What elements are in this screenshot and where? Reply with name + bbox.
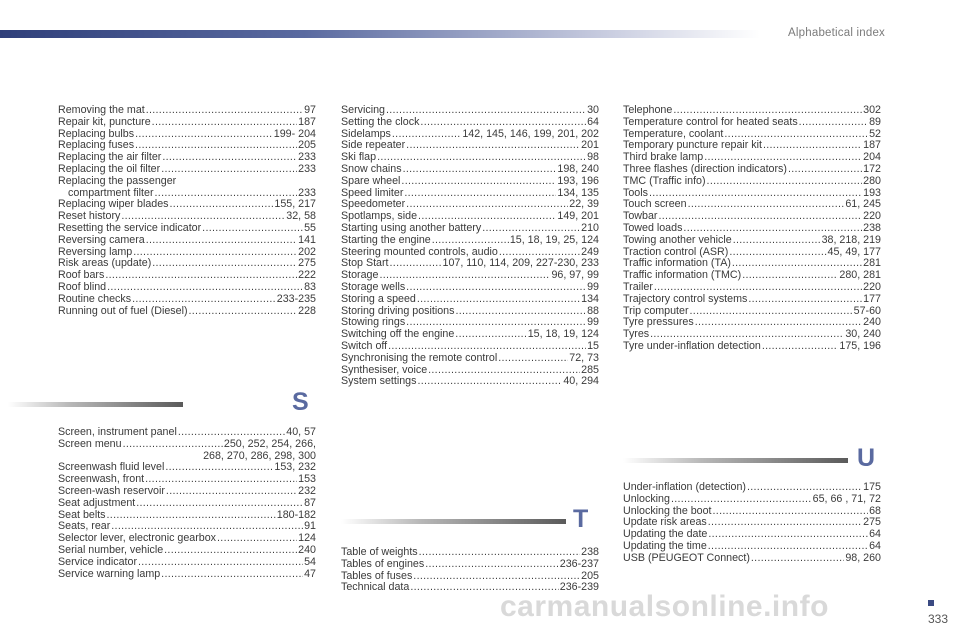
entry-label: Three flashes (direction indicators) xyxy=(623,162,787,175)
entry-label: Table of weights xyxy=(341,546,418,558)
leader-dots xyxy=(708,517,862,529)
leader-dots xyxy=(145,474,297,486)
section-divider-t xyxy=(341,505,601,535)
entry-label: Tyre pressures xyxy=(623,316,694,329)
leader-dots xyxy=(170,199,274,211)
entry-label: Seat belts xyxy=(58,508,106,521)
leader-dots xyxy=(763,140,862,152)
leader-dots xyxy=(166,486,297,498)
index-column-3-u xyxy=(623,482,881,565)
entry-page-ref: 40, 294 xyxy=(563,375,599,388)
index-entry xyxy=(623,317,881,329)
entry-page-ref: 268, 270, 286, 298, 300 xyxy=(203,449,316,462)
leader-dots xyxy=(403,164,557,176)
leader-dots xyxy=(105,270,297,282)
leader-dots xyxy=(162,152,297,164)
leader-dots xyxy=(432,235,509,247)
leader-dots xyxy=(136,498,303,510)
entry-label: Service warning lamp xyxy=(58,567,161,580)
index-entry xyxy=(341,353,599,365)
leader-dots xyxy=(165,462,273,474)
leader-dots xyxy=(683,223,862,235)
entry-label: Replacing bulbs xyxy=(58,127,135,140)
entry-page-ref: 232 xyxy=(298,484,316,497)
entry-label: Towed loads xyxy=(623,221,683,234)
leader-dots xyxy=(654,282,862,294)
leader-dots xyxy=(107,510,276,522)
entry-page-ref: 142, 145, 146, 199, 201, 202 xyxy=(462,127,599,140)
entry-page-ref: 91 xyxy=(304,520,316,533)
entry-page-ref: 180-182 xyxy=(276,508,316,521)
entry-label: Reversing lamp xyxy=(58,245,133,258)
index-entry xyxy=(623,294,881,306)
entry-label: Tables of engines xyxy=(341,557,425,570)
entry-label: Serial number, vehicle xyxy=(58,543,164,556)
entry-page-ref: 240 xyxy=(298,543,316,556)
index-entry xyxy=(623,117,881,129)
entry-label: Switch off xyxy=(341,339,388,352)
entry-page-ref: 198, 240 xyxy=(557,162,599,175)
leader-dots xyxy=(146,105,303,117)
entry-page-ref: 64 xyxy=(869,539,881,552)
leader-dots xyxy=(132,294,276,306)
entry-page-ref: 98, 260 xyxy=(845,551,881,564)
index-entry xyxy=(341,117,599,129)
leader-dots xyxy=(417,376,562,388)
index-entry xyxy=(623,270,881,282)
entry-page-ref: 64 xyxy=(869,528,881,541)
entry-label: Seats, rear xyxy=(58,520,111,533)
entry-label: compartment filter xyxy=(68,186,154,199)
entry-label: Temperature, coolant xyxy=(623,127,724,140)
index-entry xyxy=(341,164,599,176)
entry-label: Switching off the engine xyxy=(341,328,455,341)
entry-label: Storage wells xyxy=(341,280,406,293)
entry-label: Roof bars xyxy=(58,269,105,282)
entry-label: Setting the clock xyxy=(341,115,420,128)
index-entry xyxy=(58,439,316,451)
entry-page-ref: 47 xyxy=(304,567,316,580)
entry-page-ref: 285 xyxy=(581,363,599,376)
entry-label: Storing driving positions xyxy=(341,304,455,317)
divider-bar xyxy=(341,519,566,524)
entry-page-ref: 236-237 xyxy=(559,557,599,570)
entry-label: Screenwash fluid level xyxy=(58,461,165,474)
entry-label: Updating the date xyxy=(623,528,708,541)
index-entry xyxy=(341,376,599,388)
entry-label: Sidelamps xyxy=(341,127,391,140)
entry-label: Synthesiser, voice xyxy=(341,363,428,376)
entry-page-ref: 30, 240 xyxy=(845,328,881,341)
index-entry xyxy=(623,199,881,211)
index-column-2-t xyxy=(341,547,599,594)
entry-label: Temperature control for heated seats xyxy=(623,115,798,128)
section-divider-s xyxy=(8,388,309,418)
leader-dots xyxy=(388,341,586,353)
index-entry xyxy=(58,223,316,235)
entry-label: Reversing camera xyxy=(58,233,145,246)
entry-label: Running out of fuel (Diesel) xyxy=(58,304,188,317)
entry-page-ref: 89 xyxy=(869,115,881,128)
index-entry xyxy=(341,140,599,152)
entry-label: Traffic information (TA) xyxy=(623,257,731,270)
entry-label: USB (PEUGEOT Connect) xyxy=(623,551,750,564)
entry-page-ref: 233 xyxy=(298,186,316,199)
index-entry xyxy=(341,294,599,306)
index-entry xyxy=(341,223,599,235)
entry-label: Ski flap xyxy=(341,151,377,164)
entry-label: Replacing wiper blades xyxy=(58,198,169,211)
section-letter-u: U xyxy=(857,444,876,472)
entry-label: Screen menu xyxy=(58,437,122,450)
entry-label: Resetting the service indicator xyxy=(58,221,202,234)
index-column-3-t xyxy=(623,105,881,353)
index-entry xyxy=(58,498,316,510)
leader-dots xyxy=(138,557,303,569)
leader-dots xyxy=(107,282,303,294)
leader-dots xyxy=(729,247,826,259)
entry-page-ref: 281 xyxy=(863,257,881,270)
leader-dots xyxy=(123,439,223,451)
leader-dots xyxy=(455,329,526,341)
entry-label: Synchronising the remote control xyxy=(341,351,498,364)
entry-page-ref: 52 xyxy=(869,127,881,140)
entry-page-ref: 205 xyxy=(298,139,316,152)
leader-dots xyxy=(420,117,586,129)
page-number: 333 xyxy=(927,612,948,626)
leader-dots xyxy=(748,294,862,306)
entry-page-ref: 96, 97, 99 xyxy=(551,269,599,282)
leader-dots xyxy=(379,270,550,282)
leader-dots xyxy=(146,235,297,247)
watermark: carmanualsonline.info xyxy=(500,590,829,623)
entry-page-ref: 155, 217 xyxy=(274,198,316,211)
section-divider-u xyxy=(623,444,883,474)
entry-label: System settings xyxy=(341,375,417,388)
entry-label: Temporary puncture repair kit xyxy=(623,139,762,152)
leader-dots xyxy=(788,164,862,176)
section-letter-s: S xyxy=(292,388,309,416)
entry-page-ref: 177 xyxy=(863,292,881,305)
entry-label: Updating the time xyxy=(623,539,707,552)
index-entry xyxy=(341,235,599,247)
entry-label: Third brake lamp xyxy=(623,151,704,164)
index-entry xyxy=(58,117,316,129)
entry-page-ref: 205 xyxy=(581,569,599,582)
leader-dots xyxy=(217,533,297,545)
entry-page-ref: 233 xyxy=(298,162,316,175)
entry-page-ref: 98 xyxy=(587,151,599,164)
entry-label: Selector lever, electronic gearbox xyxy=(58,532,217,545)
entry-label: Telephone xyxy=(623,104,673,116)
entry-page-ref: 99 xyxy=(587,280,599,293)
index-entry xyxy=(58,569,316,581)
entry-page-ref: 30 xyxy=(587,104,599,116)
entry-page-ref: 193, 196 xyxy=(557,174,599,187)
entry-page-ref: 149, 201 xyxy=(557,210,599,223)
leader-dots xyxy=(695,317,862,329)
index-entry xyxy=(58,557,316,569)
entry-page-ref: 88 xyxy=(587,304,599,317)
index-entry xyxy=(58,486,316,498)
entry-page-ref: 61, 245 xyxy=(845,198,881,211)
entry-page-ref: 222 xyxy=(298,269,316,282)
entry-label: Touch screen xyxy=(623,198,687,211)
leader-dots xyxy=(164,545,297,557)
entry-page-ref: 187 xyxy=(298,115,316,128)
entry-label: Routine checks xyxy=(58,292,132,305)
entry-page-ref: 153, 232 xyxy=(274,461,316,474)
entry-label: Service indicator xyxy=(58,555,138,568)
entry-label: Replacing the oil filter xyxy=(58,162,161,175)
entry-label: Tyre under-inflation detection xyxy=(623,339,761,352)
index-entry xyxy=(341,341,599,353)
entry-page-ref: 83 xyxy=(304,280,316,293)
leader-dots xyxy=(419,547,581,559)
entry-label: Stop Start xyxy=(341,257,389,270)
index-entry xyxy=(341,559,599,571)
leader-dots xyxy=(733,235,821,247)
entry-page-ref: 210 xyxy=(581,221,599,234)
entry-page-ref: 238 xyxy=(581,546,599,558)
entry-label: Steering mounted controls, audio xyxy=(341,245,498,258)
index-entry xyxy=(58,176,316,188)
leader-dots xyxy=(401,176,556,188)
entry-label: Tables of fuses xyxy=(341,569,413,582)
entry-page-ref: 280 xyxy=(863,174,881,187)
entry-label: Side repeater xyxy=(341,139,406,152)
entry-label: Trajectory control systems xyxy=(623,292,748,305)
entry-label: Reset history xyxy=(58,210,121,223)
entry-label: Screenwash, front xyxy=(58,473,145,486)
leader-dots xyxy=(713,506,869,518)
leader-dots xyxy=(377,152,586,164)
entry-label: Towing another vehicle xyxy=(623,233,732,246)
entry-label: Replacing the air filter xyxy=(58,151,162,164)
entry-label: Replacing fuses xyxy=(58,139,135,152)
entry-page-ref: 15, 18, 19, 25, 124 xyxy=(509,233,599,246)
entry-page-ref: 275 xyxy=(298,257,316,270)
entry-label: Removing the mat xyxy=(58,104,145,116)
entry-label: Starting using another battery xyxy=(341,221,482,234)
entry-label: Under-inflation (detection) xyxy=(623,481,746,493)
entry-label: Storage xyxy=(341,269,379,282)
entry-page-ref: 64 xyxy=(587,115,599,128)
entry-page-ref: 187 xyxy=(863,139,881,152)
entry-page-ref: 54 xyxy=(304,555,316,568)
entry-page-ref: 97 xyxy=(304,104,316,116)
index-column-2-s xyxy=(341,105,599,388)
entry-page-ref: 302 xyxy=(863,104,881,116)
leader-dots xyxy=(708,541,868,553)
page-title: Alphabetical index xyxy=(788,27,885,39)
index-entry xyxy=(58,545,316,557)
leader-dots xyxy=(202,223,303,235)
entry-page-ref: 201 xyxy=(581,139,599,152)
leader-dots xyxy=(135,129,273,141)
index-entry xyxy=(623,541,881,553)
entry-page-ref: 57-60 xyxy=(853,304,881,317)
leader-dots xyxy=(152,258,297,270)
entry-label: Technical data xyxy=(341,581,410,594)
entry-page-ref: 55 xyxy=(304,221,316,234)
leader-dots xyxy=(762,341,839,353)
index-entry xyxy=(58,164,316,176)
entry-label: Replacing the passenger xyxy=(58,174,177,187)
entry-label: Unlocking the boot xyxy=(623,504,712,517)
entry-page-ref: 220 xyxy=(863,280,881,293)
leader-dots xyxy=(390,258,442,270)
leader-dots xyxy=(799,117,868,129)
entry-page-ref: 72, 73 xyxy=(569,351,599,364)
index-entry xyxy=(623,223,881,235)
entry-label: Seat adjustment xyxy=(58,496,136,509)
index-entry xyxy=(58,235,316,247)
entry-page-ref: 233 xyxy=(298,151,316,164)
leader-dots xyxy=(161,569,303,581)
entry-page-ref: 15, 18, 19, 124 xyxy=(527,328,599,341)
entry-page-ref: 99 xyxy=(587,316,599,329)
entry-label: Trailer xyxy=(623,280,653,293)
leader-dots xyxy=(425,559,559,571)
entry-page-ref: 15 xyxy=(587,339,599,352)
entry-page-ref: 32, 58 xyxy=(286,210,316,223)
entry-label: Servicing xyxy=(341,104,385,116)
index-entry xyxy=(623,341,881,353)
entry-label: Spare wheel xyxy=(341,174,401,187)
leader-dots xyxy=(133,247,297,259)
leader-dots xyxy=(671,494,812,506)
leader-dots xyxy=(406,140,580,152)
index-column-1-r xyxy=(58,105,316,317)
leader-dots xyxy=(751,553,844,565)
entry-label: Trip computer xyxy=(623,304,689,317)
entry-page-ref: 204 xyxy=(863,151,881,164)
entry-page-ref: 250, 252, 254, 266, xyxy=(223,437,316,450)
entry-page-ref: 153 xyxy=(298,473,316,486)
leader-dots xyxy=(455,306,586,318)
entry-page-ref: 38, 218, 219 xyxy=(821,233,881,246)
entry-page-ref: 175 xyxy=(863,481,881,493)
leader-dots xyxy=(482,223,580,235)
divider-bar xyxy=(623,458,848,463)
entry-page-ref: 193 xyxy=(863,186,881,199)
entry-label: Tools xyxy=(623,186,648,199)
entry-page-ref: 220 xyxy=(863,210,881,223)
divider-bar xyxy=(8,402,183,407)
entry-page-ref: 65, 66 , 71, 72 xyxy=(812,492,881,505)
entry-label: Snow chains xyxy=(341,162,402,175)
entry-label: Towbar xyxy=(623,210,658,223)
entry-page-ref: 124 xyxy=(298,532,316,545)
leader-dots xyxy=(688,199,845,211)
leader-dots xyxy=(707,176,863,188)
entry-label: Screen, instrument panel xyxy=(58,426,177,438)
leader-dots xyxy=(189,306,298,318)
leader-dots xyxy=(413,571,580,583)
entry-label: Update risk areas xyxy=(623,516,707,529)
leader-dots xyxy=(404,188,556,200)
entry-page-ref: 280, 281 xyxy=(839,269,881,282)
leader-dots xyxy=(161,164,297,176)
entry-label: Speedometer xyxy=(341,198,406,211)
index-entry xyxy=(58,282,316,294)
entry-page-ref: 275 xyxy=(863,516,881,529)
entry-page-ref: 40, 57 xyxy=(286,426,316,438)
entry-label: Risk areas (update) xyxy=(58,257,152,270)
entry-label: Repair kit, puncture xyxy=(58,115,151,128)
entry-label: Traffic information (TMC) xyxy=(623,269,742,282)
leader-dots xyxy=(498,353,568,365)
entry-label: Traction control (ASR) xyxy=(623,245,729,258)
entry-page-ref: 236-239 xyxy=(559,581,599,594)
entry-label: TMC (Traffic info) xyxy=(623,174,706,187)
entry-label: Tyres xyxy=(623,328,650,341)
index-entry xyxy=(341,282,599,294)
index-entry xyxy=(623,176,881,188)
leader-dots xyxy=(708,529,868,541)
entry-page-ref: 233-235 xyxy=(276,292,316,305)
entry-page-ref: 134 xyxy=(581,292,599,305)
index-entry xyxy=(341,176,599,188)
page-marker-icon xyxy=(928,600,934,606)
entry-label: Starting the engine xyxy=(341,233,431,246)
leader-dots xyxy=(658,211,862,223)
entry-label: Unlocking xyxy=(623,492,670,505)
index-column-1-s xyxy=(58,427,316,580)
entry-page-ref: 141 xyxy=(298,233,316,246)
entry-page-ref: 249 xyxy=(581,245,599,258)
leader-dots xyxy=(417,294,580,306)
header-bar xyxy=(0,30,760,38)
index-entry xyxy=(623,164,881,176)
entry-page-ref: 22, 39 xyxy=(569,198,599,211)
section-letter-t: T xyxy=(573,505,589,533)
entry-label: Roof blind xyxy=(58,280,107,293)
entry-label: Stowing rings xyxy=(341,316,406,329)
entry-page-ref: 172 xyxy=(863,162,881,175)
leader-dots xyxy=(428,365,580,377)
entry-page-ref: 199- 204 xyxy=(273,127,316,140)
entry-page-ref: 107, 110, 114, 209, 227-230, 233 xyxy=(442,257,599,270)
index-entry xyxy=(623,494,881,506)
index-entry xyxy=(623,553,881,565)
leader-dots xyxy=(406,282,586,294)
leader-dots xyxy=(406,199,568,211)
leader-dots xyxy=(690,306,853,318)
leader-dots xyxy=(742,270,838,282)
entry-page-ref: 175, 196 xyxy=(839,339,881,352)
index-entry xyxy=(623,282,881,294)
index-entry xyxy=(58,294,316,306)
index-entry xyxy=(58,306,316,318)
index-entry xyxy=(623,235,881,247)
entry-page-ref: 68 xyxy=(869,504,881,517)
entry-label: Storing a speed xyxy=(341,292,416,305)
entry-page-ref: 87 xyxy=(304,496,316,509)
entry-page-ref: 45, 49, 177 xyxy=(827,245,881,258)
entry-page-ref: 240 xyxy=(863,316,881,329)
entry-label: Spotlamps, side xyxy=(341,210,418,223)
leader-dots xyxy=(152,117,297,129)
entry-label: Speed limiter xyxy=(341,186,404,199)
entry-label: Screen-wash reservoir xyxy=(58,484,165,497)
entry-page-ref: 134, 135 xyxy=(557,186,599,199)
entry-page-ref: 202 xyxy=(298,245,316,258)
entry-page-ref: 228 xyxy=(298,304,316,317)
entry-page-ref: 238 xyxy=(863,221,881,234)
